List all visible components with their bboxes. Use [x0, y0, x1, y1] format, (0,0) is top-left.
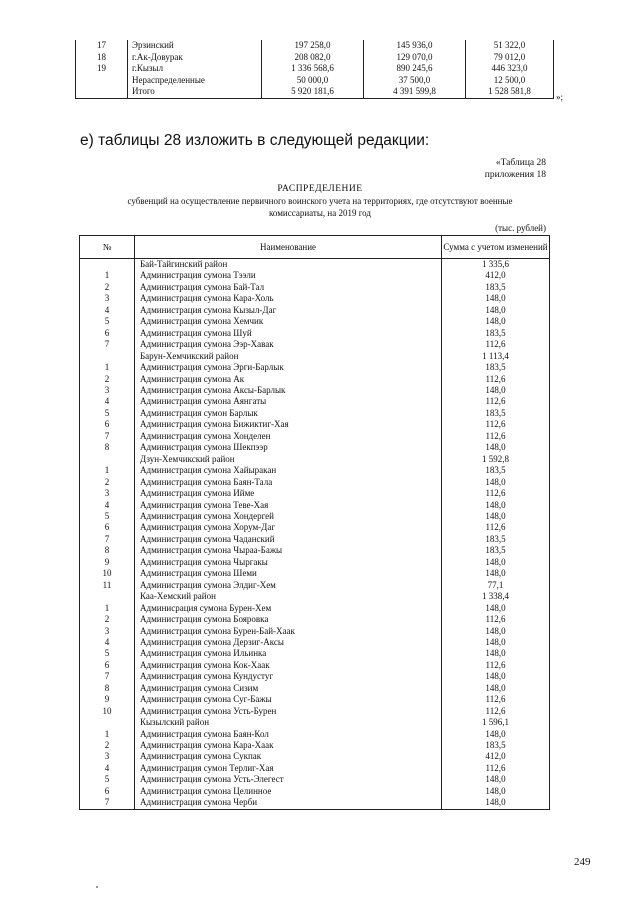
table-row: [80, 362, 550, 373]
row-number: 2: [80, 614, 135, 625]
row-number: 18: [76, 52, 128, 64]
row-amount: 183,5: [442, 534, 550, 545]
row-number: [80, 454, 135, 465]
row-number: 6: [80, 522, 135, 533]
row-number: 5: [80, 408, 135, 419]
table-row: [80, 477, 550, 488]
row-name: г.Кызыл: [128, 63, 262, 75]
row-name: Эрзинский: [128, 40, 262, 52]
row-amount: 148,0: [442, 500, 550, 511]
table-row: [80, 660, 550, 671]
table-row: [80, 396, 550, 407]
units-label: (тыс. рублей): [495, 223, 546, 233]
row-value-3: 79 012,0: [466, 52, 554, 64]
table-row: [80, 316, 550, 327]
row-name: Администрация сумона Кара-Холь: [135, 293, 442, 304]
row-amount: 112,6: [442, 522, 550, 533]
row-name: Администрация сумона Сукпак: [135, 751, 442, 762]
row-name: г.Ак-Довурак: [128, 52, 262, 64]
row-name: Администрация сумона Шеми: [135, 568, 442, 579]
row-number: 2: [80, 740, 135, 751]
row-number: 4: [80, 305, 135, 316]
row-amount: 112,6: [442, 614, 550, 625]
row-name: Администрация сумона Целинное: [135, 786, 442, 797]
document-title: РАСПРЕДЕЛЕНИЕ: [277, 184, 363, 194]
row-name: Администрация сумона Теве-Хая: [135, 500, 442, 511]
row-number: 9: [80, 557, 135, 568]
row-number: 5: [80, 774, 135, 785]
row-name: Администрация сумон Терлиг-Хая: [135, 763, 442, 774]
row-name: Администрация сумона Бояровка: [135, 614, 442, 625]
row-name: Администрация сумона Бижиктиг-Хая: [135, 419, 442, 430]
row-number: 8: [80, 545, 135, 556]
district-row: [80, 259, 550, 271]
row-amount: 1 113,4: [442, 351, 550, 362]
row-name: Администрация сумона Кызыл-Даг: [135, 305, 442, 316]
row-value-3: 446 323,0: [466, 63, 554, 75]
row-value-1: 1 336 568,6: [262, 63, 364, 75]
distribution-table-body: [80, 259, 550, 810]
row-amount: 112,6: [442, 339, 550, 350]
row-amount: 183,5: [442, 740, 550, 751]
page-number: 249: [574, 856, 591, 868]
row-number: 6: [80, 419, 135, 430]
row-name: Администрация сумона Суг-Бажы: [135, 694, 442, 705]
row-amount: 1 596,1: [442, 717, 550, 728]
row-amount: 148,0: [442, 683, 550, 694]
table-row: [80, 500, 550, 511]
row-amount: 148,0: [442, 648, 550, 659]
row-amount: 183,5: [442, 408, 550, 419]
row-amount: 148,0: [442, 671, 550, 682]
row-amount: 148,0: [442, 511, 550, 522]
row-number: 3: [80, 293, 135, 304]
row-number: 2: [80, 477, 135, 488]
row-name: Администрация сумона Чаданский: [135, 534, 442, 545]
row-amount: 148,0: [442, 729, 550, 740]
row-amount: 183,5: [442, 328, 550, 339]
table-row: [80, 305, 550, 316]
row-number: 4: [80, 637, 135, 648]
row-amount: 148,0: [442, 557, 550, 568]
table-row: [80, 488, 550, 499]
row-amount: 112,6: [442, 706, 550, 717]
table-row: [80, 431, 550, 442]
district-row: [80, 351, 550, 362]
row-value-1: 5 920 181,6: [262, 86, 364, 98]
row-name: Администрация сумона Аксы-Барлык: [135, 385, 442, 396]
row-amount: 183,5: [442, 282, 550, 293]
table-row: [80, 568, 550, 579]
row-amount: 112,6: [442, 763, 550, 774]
row-name: Администрация сумона Кара-Хаак: [135, 740, 442, 751]
row-amount: 412,0: [442, 270, 550, 281]
row-amount: 148,0: [442, 797, 550, 809]
row-number: 7: [80, 797, 135, 809]
row-name: Админисрация сумона Бурен-Хем: [135, 603, 442, 614]
row-name: Администрация сумона Аянгаты: [135, 396, 442, 407]
row-number: 1: [80, 603, 135, 614]
table-reference-line-2: приложения 18: [484, 170, 546, 180]
table-row: [80, 580, 550, 591]
row-name: Администрация сумона Усть-Элегест: [135, 774, 442, 785]
row-value-1: 197 258,0: [262, 40, 364, 52]
table-row: [80, 328, 550, 339]
row-name: Бай-Тайгинский район: [135, 259, 442, 271]
row-number: 17: [76, 40, 128, 52]
row-number: [80, 259, 135, 271]
row-name: Администрация сумона Сизим: [135, 683, 442, 694]
table-row: [80, 408, 550, 419]
previous-table-body: [76, 40, 554, 98]
district-row: [80, 591, 550, 602]
row-amount: 148,0: [442, 385, 550, 396]
row-value-3: 51 322,0: [466, 40, 554, 52]
row-number: 2: [80, 282, 135, 293]
row-number: 7: [80, 339, 135, 350]
row-name: Администрация сумона Эрги-Барлык: [135, 362, 442, 373]
row-name: Администрация сумона Кок-Хаак: [135, 660, 442, 671]
row-name: Администрация сумона Тээли: [135, 270, 442, 281]
row-amount: 148,0: [442, 305, 550, 316]
table-row: [80, 545, 550, 556]
distribution-table: [79, 235, 550, 810]
row-number: 9: [80, 694, 135, 705]
row-name: Администрация сумона Шекпээр: [135, 442, 442, 453]
row-amount: 112,6: [442, 694, 550, 705]
table-row: [80, 385, 550, 396]
row-amount: 112,6: [442, 396, 550, 407]
row-amount: 112,6: [442, 374, 550, 385]
row-number: [80, 591, 135, 602]
row-name: Кызылский район: [135, 717, 442, 728]
table-row: [80, 626, 550, 637]
table-row: [80, 293, 550, 304]
table-row: [80, 270, 550, 281]
table-reference: [485, 157, 546, 181]
table-row: [80, 786, 550, 797]
table-row: [80, 671, 550, 682]
row-amount: 1 592,8: [442, 454, 550, 465]
district-row: [80, 454, 550, 465]
table-row: [80, 706, 550, 717]
row-amount: 148,0: [442, 442, 550, 453]
row-amount: 148,0: [442, 568, 550, 579]
row-number: [76, 75, 128, 87]
row-value-2: 145 936,0: [364, 40, 466, 52]
row-name: Каа-Хемский район: [135, 591, 442, 602]
row-number: 10: [80, 568, 135, 579]
table-reference-line-1: «Таблица 28: [495, 158, 546, 168]
row-value-2: 129 070,0: [364, 52, 466, 64]
row-amount: 183,5: [442, 545, 550, 556]
row-name: Администрация сумона Бай-Тал: [135, 282, 442, 293]
row-number: 5: [80, 511, 135, 522]
row-name: Итого: [128, 86, 262, 98]
row-name: Администрация сумона Шуй: [135, 328, 442, 339]
row-name: Администрация сумона Ээр-Хавак: [135, 339, 442, 350]
table-row: [76, 40, 554, 52]
amendment-instruction: е) таблицы 28 изложить в следующей редакции:: [80, 132, 430, 149]
row-amount: 148,0: [442, 774, 550, 785]
row-name: Администрация сумона Усть-Бурен: [135, 706, 442, 717]
row-amount: 183,5: [442, 362, 550, 373]
row-number: 5: [80, 648, 135, 659]
row-number: 1: [80, 729, 135, 740]
row-amount: 148,0: [442, 293, 550, 304]
scan-speck: [96, 886, 98, 888]
row-value-1: 50 000,0: [262, 75, 364, 87]
row-number: 3: [80, 751, 135, 762]
row-amount: 1 335,6: [442, 259, 550, 271]
table-row: [80, 637, 550, 648]
header-amount: Сумма с учетом изменений: [442, 236, 550, 259]
table-row: [76, 75, 554, 87]
row-number: 3: [80, 626, 135, 637]
row-amount: 112,6: [442, 660, 550, 671]
row-amount: 148,0: [442, 637, 550, 648]
table-row: [80, 683, 550, 694]
row-number: 19: [76, 63, 128, 75]
row-name: Администрация сумона Ак: [135, 374, 442, 385]
row-name: Администрация сумона Хайыракан: [135, 465, 442, 476]
row-name: Администрация сумона Хонделен: [135, 431, 442, 442]
row-name: Администрация сумона Бурен-Бай-Хаак: [135, 626, 442, 637]
row-number: 1: [80, 270, 135, 281]
header-num: №: [80, 236, 135, 259]
row-name: Администрация сумона Баян-Тала: [135, 477, 442, 488]
row-amount: 77,1: [442, 580, 550, 591]
row-amount: 1 338,4: [442, 591, 550, 602]
row-number: 8: [80, 683, 135, 694]
row-name: Администрация сумона Ильинка: [135, 648, 442, 659]
table-row: [80, 751, 550, 762]
row-name: Администрация сумона Кундустуг: [135, 671, 442, 682]
row-number: 6: [80, 660, 135, 671]
row-name: Администрация сумона Хондергей: [135, 511, 442, 522]
table-row: [80, 282, 550, 293]
table-row: [80, 729, 550, 740]
table-row: [80, 522, 550, 533]
table-row: [80, 763, 550, 774]
row-value-1: 208 082,0: [262, 52, 364, 64]
table-row: [80, 442, 550, 453]
row-name: Администрация сумона Чыраа-Бажы: [135, 545, 442, 556]
table-row: [80, 339, 550, 350]
row-value-2: 4 391 599,8: [364, 86, 466, 98]
row-number: 4: [80, 763, 135, 774]
row-number: 4: [80, 500, 135, 511]
row-number: 8: [80, 442, 135, 453]
row-amount: 148,0: [442, 786, 550, 797]
row-amount: 112,6: [442, 431, 550, 442]
header-name: Наименование: [135, 236, 442, 259]
row-amount: 148,0: [442, 603, 550, 614]
row-name: Администрация сумона Хемчик: [135, 316, 442, 327]
row-name: Администрация сумона Дерзиг-Аксы: [135, 637, 442, 648]
row-name: Администрация сумона Черби: [135, 797, 442, 809]
district-row: [80, 717, 550, 728]
row-number: 3: [80, 385, 135, 396]
row-number: 6: [80, 328, 135, 339]
row-number: [80, 717, 135, 728]
row-value-3: 12 500,0: [466, 75, 554, 87]
row-number: 1: [80, 465, 135, 476]
row-amount: 148,0: [442, 316, 550, 327]
table-row: [80, 774, 550, 785]
document-subtitle: субвенций на осуществление первичного воинского учета на территориях, где отсутствуют военные комиссариаты, на 2019 год: [127, 196, 513, 218]
table-row: [76, 52, 554, 64]
table-row: [80, 603, 550, 614]
row-number: [80, 351, 135, 362]
row-number: 11: [80, 580, 135, 591]
row-number: 10: [80, 706, 135, 717]
table-row: [80, 465, 550, 476]
table-row: [80, 511, 550, 522]
row-name: Барун-Хемчикский район: [135, 351, 442, 362]
row-name: Администрация сумона Хорум-Даг: [135, 522, 442, 533]
table-row: [80, 797, 550, 809]
row-number: 7: [80, 431, 135, 442]
row-value-3: 1 528 581,8: [466, 86, 554, 98]
row-name: Администрация сумона Чыргакы: [135, 557, 442, 568]
row-name: Нераспределенные: [128, 75, 262, 87]
table-row: [80, 419, 550, 430]
row-name: Администрация сумона Ийме: [135, 488, 442, 499]
table-row: [80, 557, 550, 568]
row-name: Администрация сумона Элдиг-Хем: [135, 580, 442, 591]
row-name: Дзун-Хемчикский район: [135, 454, 442, 465]
table-row: [80, 694, 550, 705]
row-amount: 412,0: [442, 751, 550, 762]
row-number: 6: [80, 786, 135, 797]
table-row: [80, 614, 550, 625]
row-number: 2: [80, 374, 135, 385]
table-row: [80, 374, 550, 385]
table-row: [80, 740, 550, 751]
row-number: 7: [80, 671, 135, 682]
row-number: 4: [80, 396, 135, 407]
row-amount: 112,6: [442, 488, 550, 499]
closing-quote: »;: [556, 92, 564, 102]
row-number: [76, 86, 128, 98]
table-row: [76, 86, 554, 98]
row-value-2: 890 245,6: [364, 63, 466, 75]
row-amount: 148,0: [442, 477, 550, 488]
table-row: [80, 648, 550, 659]
previous-table-fragment: [75, 40, 554, 99]
row-number: 7: [80, 534, 135, 545]
row-amount: 183,5: [442, 465, 550, 476]
row-number: 3: [80, 488, 135, 499]
row-number: 1: [80, 362, 135, 373]
row-amount: 112,6: [442, 419, 550, 430]
table-row: [76, 63, 554, 75]
row-value-2: 37 500,0: [364, 75, 466, 87]
row-name: Администрация сумон Барлык: [135, 408, 442, 419]
row-amount: 148,0: [442, 626, 550, 637]
table-row: [80, 534, 550, 545]
row-number: 5: [80, 316, 135, 327]
table-header-row: [80, 236, 550, 259]
row-name: Администрация сумона Баян-Кол: [135, 729, 442, 740]
